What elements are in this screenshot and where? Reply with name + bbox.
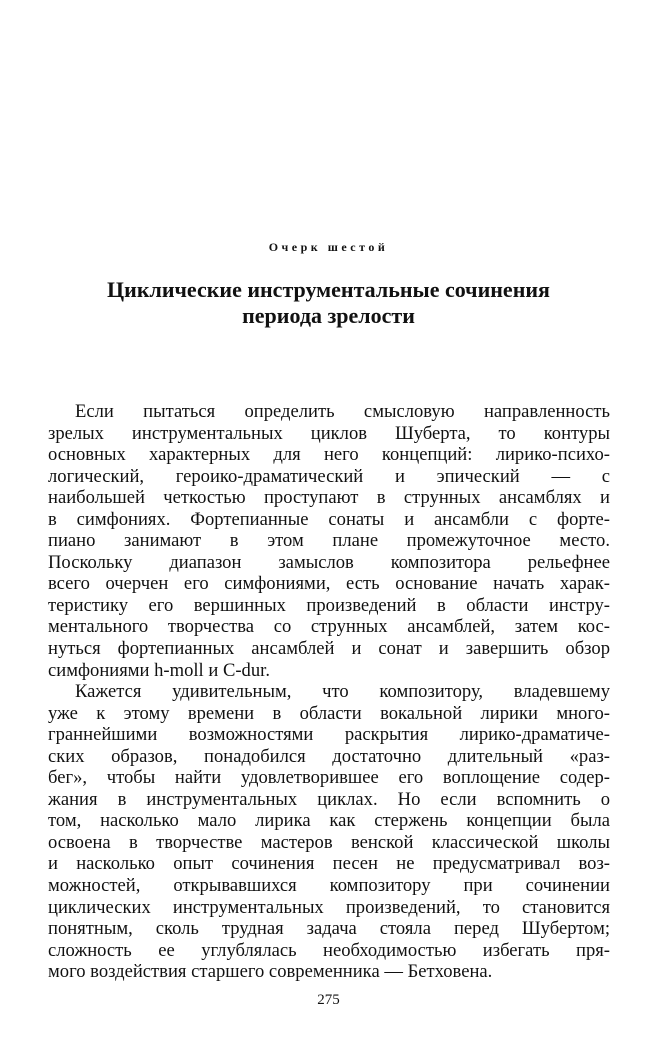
text-line: ских образов, понадобился достаточно длительный «раз- <box>48 745 610 767</box>
text-line: граннейшими возможностями раскрытия лирико-драматиче- <box>48 724 610 746</box>
text-line: можностей, открывавшихся композитору при сочинении <box>48 875 610 897</box>
text-line: зрелых инструментальных циклов Шуберта, то контуры <box>48 422 610 444</box>
text-line: в симфониях. Фортепианные сонаты и ансамбли с форте- <box>48 508 610 530</box>
text-line: понятным, сколь трудная задача стояла перед Шубертом; <box>48 918 610 940</box>
text-line: всего очерчен его симфониями, есть основание начать харак- <box>48 573 610 595</box>
text-line: жания в инструментальных циклах. Но если вспомнить о <box>48 788 610 810</box>
chapter-title: Циклические инструментальные сочинения периода зрелости <box>107 277 550 328</box>
text-line: основных характерных для него концепций: лирико-психо- <box>48 444 610 466</box>
text-line: Кажется удивительным, что композитору, владевшему <box>75 681 610 703</box>
text-line: ментального творчества со струнных ансамблей, затем кос- <box>48 616 610 638</box>
text-line: и насколько опыт сочинения песен не предусматривал воз- <box>48 853 610 875</box>
text-line: логический, героико-драматический и эпический — с <box>48 465 610 487</box>
text-line: уже к этому времени в области вокальной лирики много- <box>48 702 610 724</box>
text-line: том, насколько мало лирика как стержень концепции была <box>48 810 610 832</box>
paragraph <box>48 401 610 681</box>
text-line: сложность ее углублялась необходимостью избегать пря- <box>48 939 610 961</box>
text-line: симфониями h-moll и C-dur. <box>48 659 270 681</box>
chapter-label: Очерк шестой <box>268 240 389 254</box>
text-line: освоена в творчестве мастеров венской классической школы <box>48 831 610 853</box>
text-line: Поскольку диапазон замыслов композитора рельефнее <box>48 551 610 573</box>
text-line: пиано занимают в этом плане промежуточное место. <box>48 530 610 552</box>
text-line: бег», чтобы найти удовлетворившее его воплощение содер- <box>48 767 610 789</box>
text-line: нуться фортепианных ансамблей и сонат и завершить обзор <box>48 638 610 660</box>
text-line: мого воздействия старшего современника — Бетховена. <box>48 961 493 983</box>
paragraph <box>48 681 610 983</box>
text-line: Если пытаться определить смысловую направленность <box>75 401 610 422</box>
body-text <box>48 401 610 983</box>
page-number: 275 <box>317 992 340 1008</box>
text-line: наибольшей четкостью проступают в струнных ансамблях и <box>48 487 610 509</box>
text-line: циклических инструментальных произведений, то становится <box>48 896 610 918</box>
text-line: теристику его вершинных произведений в области инстру- <box>48 594 610 616</box>
